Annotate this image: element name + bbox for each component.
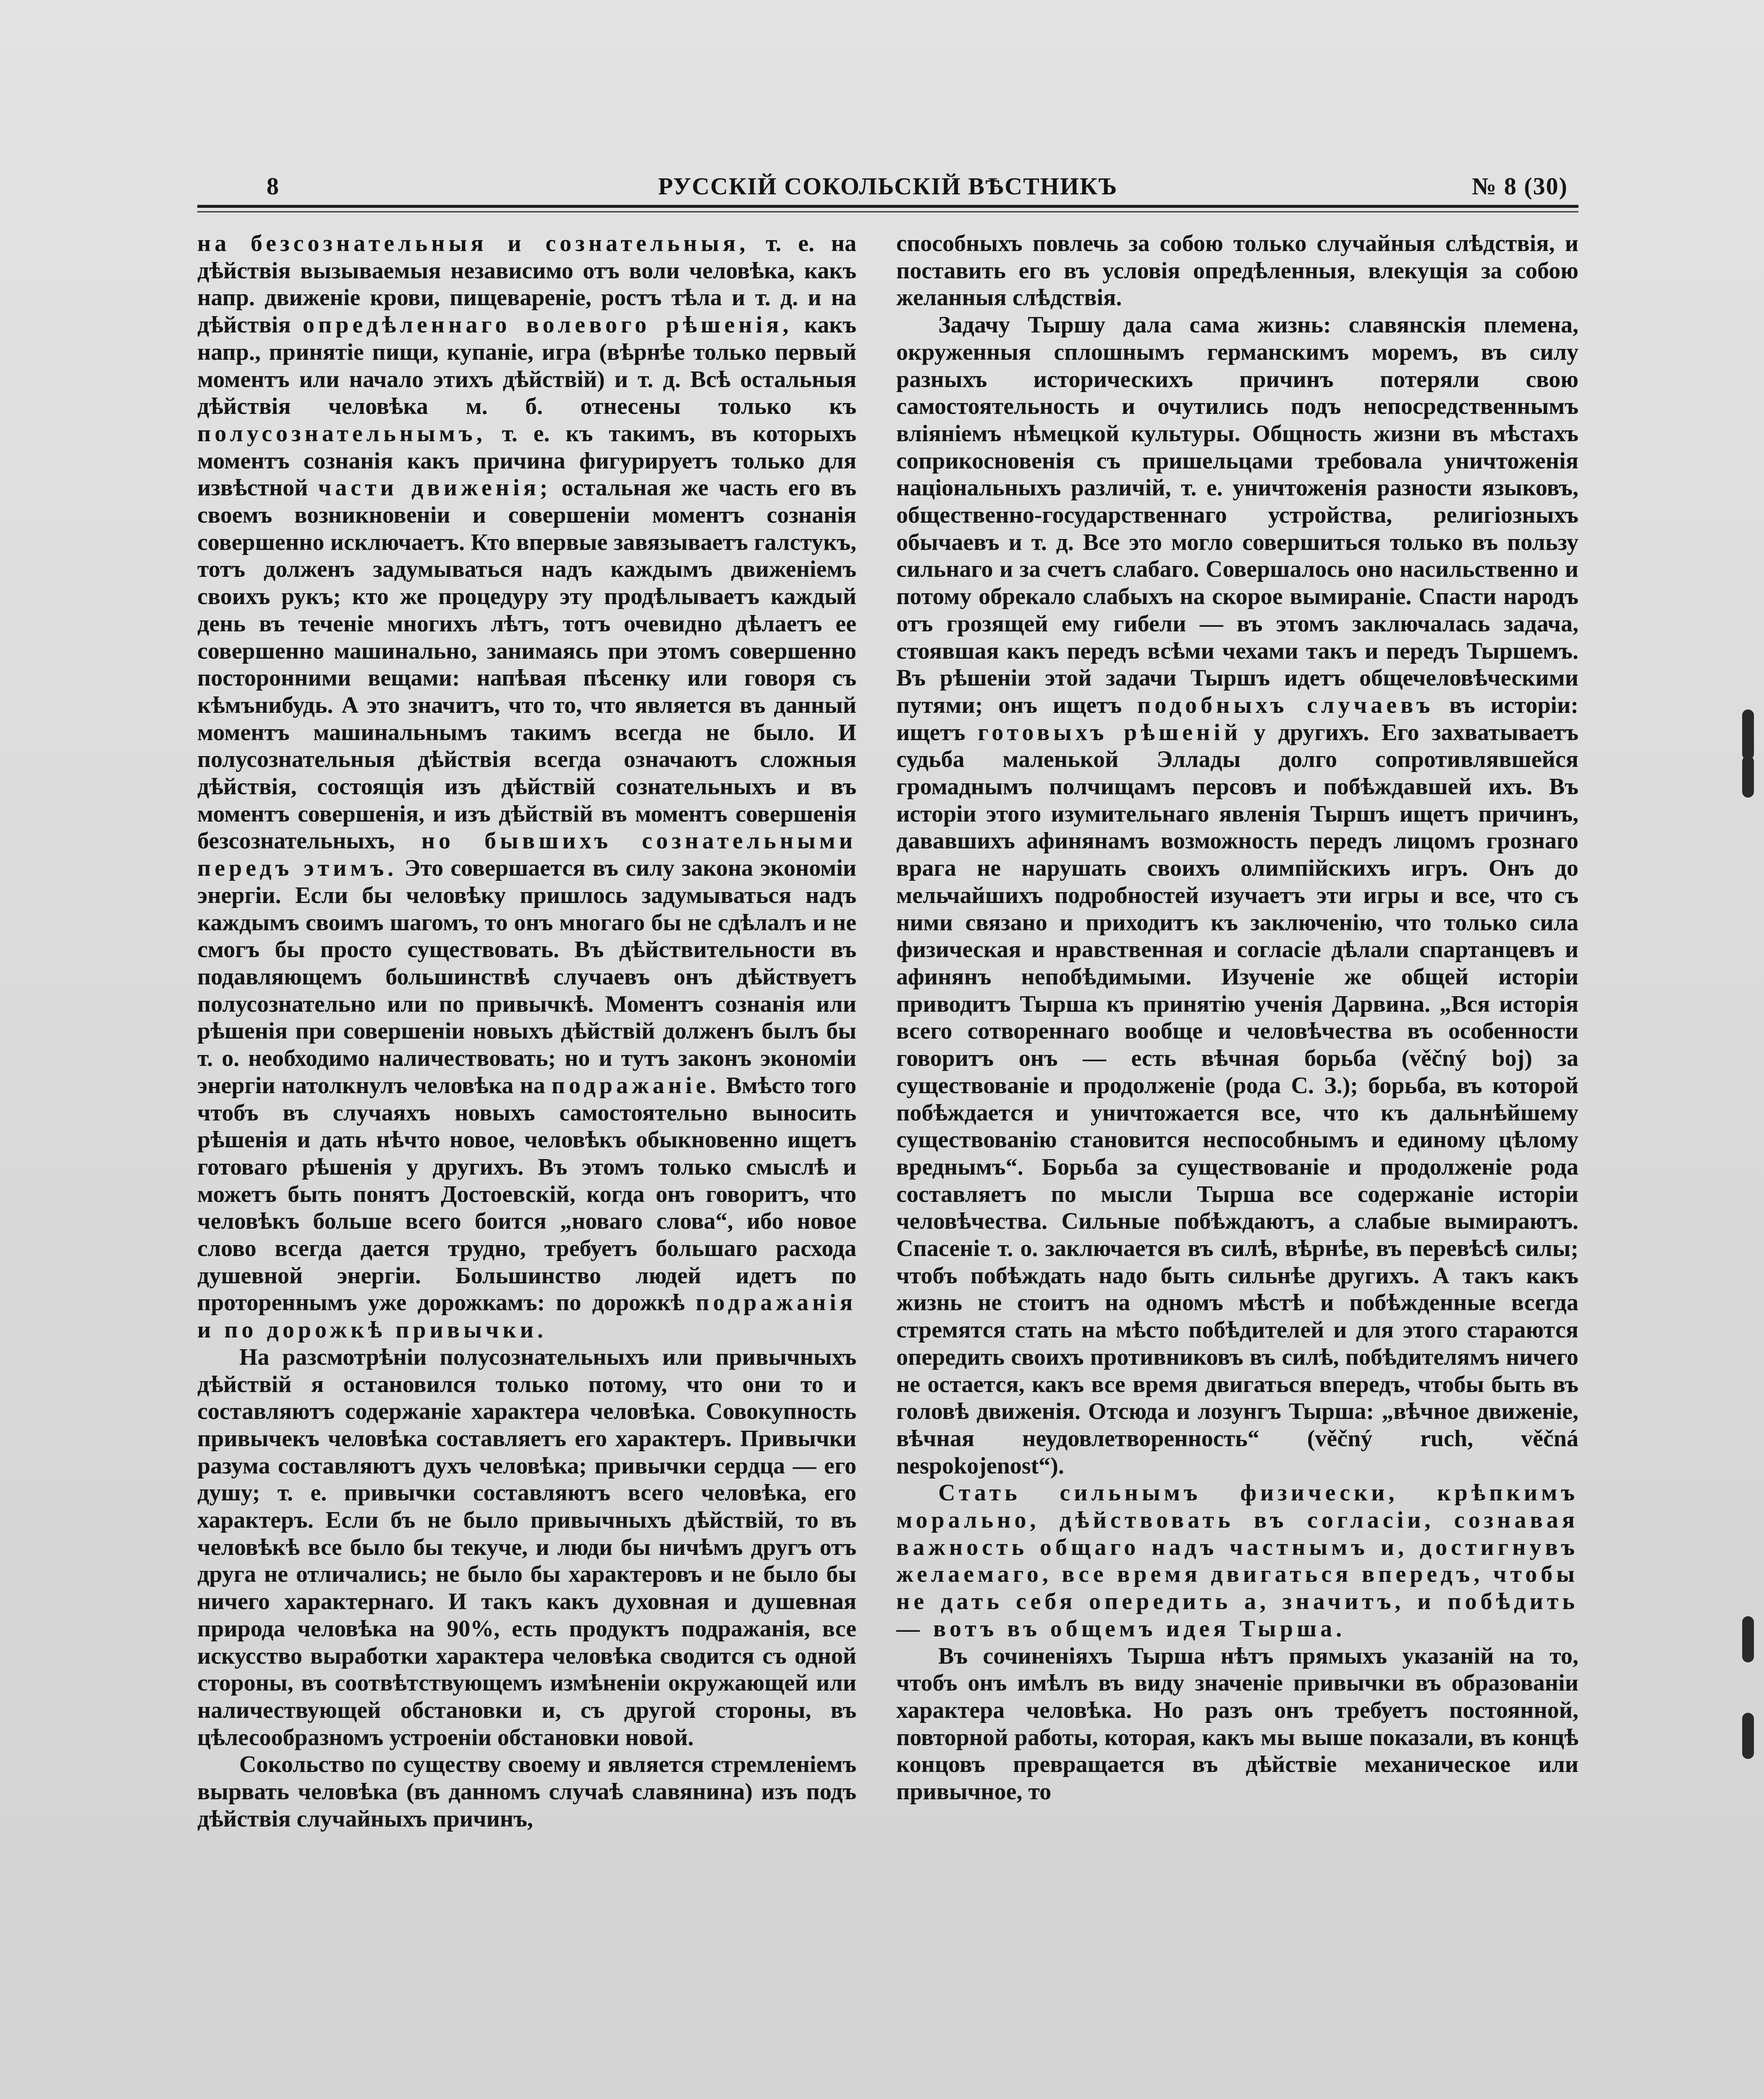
spaced-emphasis-text: готовыхъ рѣшеній: [978, 719, 1242, 746]
binding-mark: [1742, 709, 1754, 760]
text-run: На разсмотрѣніи полусознательныхъ или привычныхъ дѣйствій я остановился только потому, что они то и составляютъ содержаніе характера человѣка. Совокупность привычекъ человѣка составляетъ его характеръ. Привычки разума составляютъ духъ человѣка; привычки сердца — его душу; т. е. привычки составляютъ всего человѣка, его характеръ. Если бъ не было привычныхъ дѣйствій, то въ человѣкѣ все было бы текуче, и люди бы ничѣмъ другъ отъ друга не отличались; не было бы характеровъ и не было бы ничего характернаго. И такъ какъ духовная и душевная природа человѣка на 90%, есть продуктъ подражанія, все искусство выработки характера человѣка сводится съ одной стороны, въ соотвѣтствующемъ измѣненіи окружающей или наличествующей обстановки и, съ другой стороны, въ цѣлесообразномъ устроеніи обстановки новой.: [197, 1344, 856, 1751]
text-run: т. е. на дѣйствія вызываемыя независимо отъ воли человѣка, какъ напр. движеніе крови, пищевареніе, ростъ тѣла и т. д. и на дѣйствія: [197, 230, 856, 338]
text-run: Задачу Тыршу дала сама жизнь: славянскія племена, окруженныя сплошнымъ германскимъ моремъ, въ силу разныхъ историческихъ причинъ потеряли свою самостоятельность и очутились подъ непосредственнымъ вліяніемъ нѣмецкой культуры. Общность жизни въ мѣстахъ соприкосновенія съ пришельцами требовала уничтоженія національныхъ различій, т. е. уничтоженія разности языковъ, общественно-государственнаго устройства, религіозныхъ обычаевъ и т. д. Все это могло совершиться только въ пользу сильнаго и за счетъ слабаго. Совершалось оно насильственно и потому обрекало слабыхъ на скорое вымираніе. Спасти народъ отъ грозящей ему гибели — въ этомъ заключалась задача, стоявшая какъ передъ всѣми чехами такъ и передъ Тыршемъ. Въ рѣшеніи этой задачи Тыршъ идетъ общечеловѣческими путями; онъ ищетъ: [896, 312, 1578, 718]
binding-mark: [1742, 756, 1754, 798]
text-run: Въ сочиненіяхъ Тырша нѣтъ прямыхъ указаній на то, чтобъ онъ имѣлъ въ виду значеніе привычки въ образованіи характера человѣка. Но разъ онъ требуетъ постоянной, повторной работы, которая, какъ мы выше показали, въ концѣ концовъ превращается въ дѣйствіе механическое или привычное, то: [896, 1643, 1578, 1805]
paragraph: [896, 1479, 1578, 1642]
text-run: Это совершается въ силу закона экономіи энергіи. Если бы человѣку пришлось задумываться надъ каждымъ своимъ шагомъ, то онъ многаго бы не сдѣлалъ и не смогъ бы просто существовать. Въ дѣйствительности въ подавляющемъ большинствѣ случаевъ онъ дѣйствуетъ полусознательно или по привычкѣ. Моментъ сознанія или рѣшенія при совершеніи новыхъ дѣйствій долженъ былъ бы т. о. необходимо наличествовать; но и тутъ законъ экономіи энергіи натолкнулъ человѣка на: [197, 855, 857, 1099]
text-run: какъ напр., принятіе пищи, купаніе, игра (вѣрнѣе только первый моментъ или начало этихъ дѣйствій) и т. д. Всѣ остальныя дѣйствія человѣка м. б. отнесены только къ: [197, 312, 856, 420]
paragraph: [896, 230, 1578, 311]
spaced-emphasis-text: Стать сильнымъ физически, крѣпкимъ морально, дѣйствовать въ согласіи, сознавая важность общаго надъ частнымъ и, достигнувъ желаемаго, все время двигаться впередъ, чтобы не дать себя опередить а, значитъ, и побѣдить — вотъ въ общемъ идея Тырша.: [896, 1480, 1578, 1642]
publication-title: РУССКІЙ СОКОЛЬСКІЙ ВѢСТНИКЪ: [658, 173, 1118, 200]
paragraph: [197, 230, 856, 1344]
right-column: [896, 230, 1578, 1806]
issue-number: № 8 (30): [1472, 173, 1568, 200]
spaced-emphasis-text: части движенія;: [318, 475, 552, 501]
page-number: 8: [267, 173, 280, 200]
paragraph: [896, 1643, 1578, 1806]
page-header: [197, 172, 1578, 210]
spaced-emphasis-text: но бывшихъ сознательными передъ этимъ.: [197, 828, 856, 882]
text-run: Вмѣсто того чтобъ въ случаяхъ новыхъ самостоятельно выносить рѣшенія и дать нѣчто новое, человѣкъ обыкновенно ищетъ готоваго рѣшенія у другихъ. Въ этомъ только смыслѣ и можетъ быть понятъ Достоевскій, когда онъ говоритъ, что человѣкъ больше всего боится „новаго слова“, ибо новое слово всегда дается трудно, требуетъ большаго расхода душевной энергіи. Большинство людей идетъ по проторeннымъ уже дорожкамъ: по дорожкѣ: [197, 1072, 857, 1316]
header-rule-thin: [197, 211, 1578, 212]
text-run: остальная же часть его въ своемъ возникновеніи и совершеніи моментъ сознанія совершенно исключаетъ. Кто впервые завязываетъ галстукъ, тотъ долженъ задумываться надъ каждымъ движеніемъ своихъ рукъ; кто же процедуру эту продѣлываетъ каждый день въ теченіе многихъ лѣтъ, тотъ очевидно дѣлаетъ ее совершенно машинально, занимаясь при этомъ совершенно посторонними вещами: напѣвая пѣсенку или говоря съ кѣмънибудь. А это значитъ, что то, что является въ данный моментъ машинальнымъ такимъ всегда не было. И полусознательныя дѣйствія всегда означаютъ сложныя дѣйствія, состоящія изъ дѣйствій сознательныхъ и въ моментъ совершенія, и изъ дѣйствій въ моментъ совершенія безсознательныхъ,: [197, 475, 856, 854]
spaced-emphasis-text: подражанія и по дорожкѣ привычки.: [197, 1290, 856, 1343]
spaced-emphasis-text: на безсознательныя и сознательныя,: [197, 230, 749, 256]
text-run: т. е. къ такимъ, въ которыхъ моментъ сознанія какъ причина фигурируетъ только для извѣстной: [197, 420, 856, 501]
header-rule: [197, 205, 1578, 208]
spaced-emphasis-text: опредѣленнаго волевого рѣшенія,: [303, 312, 793, 338]
text-run: въ исторіи: ищетъ: [896, 692, 1578, 746]
paragraph: [896, 311, 1578, 1479]
spaced-emphasis-text: полусознательнымъ,: [197, 420, 486, 447]
binding-mark: [1742, 1713, 1754, 1759]
binding-mark: [1742, 1616, 1754, 1662]
text-run: способныхъ повлечь за собою только случайныя слѣдствія, и поставить его въ условія опредѣленныя, влекущія за собою желанныя слѣдствія.: [896, 230, 1578, 311]
spaced-emphasis-text: подражаніе.: [551, 1072, 720, 1099]
paragraph: [197, 1751, 856, 1832]
spaced-emphasis-text: подобныхъ случаевъ: [1137, 692, 1434, 718]
left-column: [197, 230, 856, 1832]
text-run: Сокольство по существу своему и является стремленіемъ вырвать человѣка (въ данномъ случаѣ славянина) изъ подъ дѣйствія случайныхъ причинъ,: [197, 1751, 856, 1832]
paragraph: [197, 1344, 856, 1751]
text-run: у другихъ. Его захватываетъ судьба маленькой Эллады долго сопротивлявшейся громаднымъ полчищамъ персовъ и побѣждавшей ихъ. Въ исторіи этого изумительнаго явленія Тыршъ ищетъ причинъ, дававшихъ афинянамъ возможность передъ лицомъ грознаго врага не нарушать своихъ олимпійскихъ игръ. Онъ до мельчайшихъ подробностей изучаетъ эти игры и все, что съ ними связано и приходитъ къ заключенію, что только сила физическая и нравственная и согласіе дѣлали спартанцевъ и афинянъ непобѣдимыми. Изученіе же общей исторіи приводитъ Тырша къ принятію ученія Дарвина. „Вся исторія всего сотвореннаго вообще и человѣчества въ особенности говоритъ онъ — есть вѣчная борьба (věčný boj) за существованіе и продолженіе (рода С. З.); борьба, въ которой побѣждается и уничтожается все, что къ дальнѣйшему существованію становится неспособнымъ и единому цѣлому вреднымъ“. Борьба за существованіе и продолженіе рода составляетъ по мысли Тырша все содержаніе исторіи человѣчества. Сильные побѣждаютъ, а слабые вымираютъ. Спасеніе т. о. заключается въ силѣ, вѣрнѣе, въ перевѣсѣ силы; чтобъ побѣждать надо быть сильнѣе другихъ. А такъ какъ жизнь не стоитъ на одномъ мѣстѣ и побѣжденные всегда стремятся стать на мѣсто побѣдителей и для этого стараются опередить своихъ противниковъ въ силѣ, побѣдителямъ ничего не остается, какъ все время двигаться впередъ, чтобы быть въ головѣ движенія. Отсюда и лозунгъ Тырша: „вѣчное движеніе, вѣчная неудовлетворенность“ (věčný ruch, věčná nespokojenost“).: [896, 719, 1578, 1479]
